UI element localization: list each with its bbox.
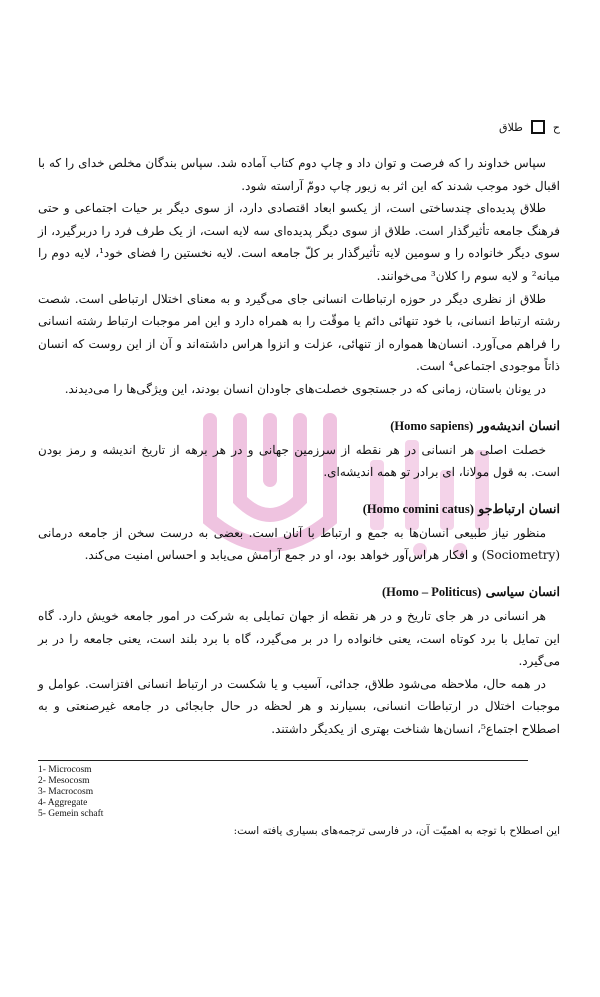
paragraph: در همه حال، ملاحظه می‌شود طلاق، جدائی، آسیب و یا شکست در ارتباط انسانی افتزاست. عوامل و موجبات اختلال در ارتباطات انسانی، بسیارند و هر لحظه در حال جابجائی در جامعه غیرصنعتی و به اصطلاح اجتماع⁵، انسان‌ها شناخت بهتری از یکدیگر داشتند. — [38, 676, 560, 736]
section-heading-latin: (Homo – Politicus) — [381, 584, 482, 599]
running-title: طلاق — [499, 120, 523, 134]
page-number-letter: ح — [552, 120, 560, 134]
footnote-divider — [38, 760, 528, 761]
paragraph: طلاق پدیده‌ای چندساختی است، از یکسو ابعاد اقتصادی دارد، از سوی دیگر بر حیات اجتماعی و حتی فرهنگ جامعه تأثیرگذار است. طلاق از سوی دیگر پدیده‌ای سه لایه است، از یک طرف فرد را دربرگیرد، از سوی دیگر خانواده را و سومین لایه تأثیرگذار بر کلّ جامعه است. لایه نخستین را فضای خود¹، لایه دوم را میانه² و لایه سوم را کلان³ می‌خوانند. — [38, 201, 560, 283]
paragraph: منظور نیاز طبیعی انسان‌ها به جمع و ارتباط با آنان است. بعضی به درست سخن از جامعه درمانی (Sociometry) و افکار هراس‌آور خواهد بود، او در جمع آرامش می‌یابد و احساس امنیت می‌کند. — [38, 525, 560, 563]
paragraph: هر انسانی در هر جای تاریخ و در هر نقطه از جهان تمایلی به شرکت در امور جامعه خویش دارد. گاه این تمایل با برد کوتاه است، یعنی خانواده را در بر می‌گیرد، گاه با برد بلند است، یعنی جامعه را در بر می‌گیرد. — [38, 608, 560, 669]
section-heading-text: انسان ارتباط‌جو — [478, 500, 560, 516]
footnote-item: 4- Aggregate — [38, 798, 88, 808]
footnote-item: 5- Gemein schaft — [38, 809, 104, 819]
section-heading — [38, 498, 560, 520]
section-heading-latin: (Homo sapiens) — [390, 418, 474, 433]
square-bullet-icon — [531, 120, 545, 134]
section-heading-text: انسان اندیشه‌ور — [477, 417, 560, 433]
footnote-item: 2- Mesocosm — [38, 776, 90, 786]
paragraph: در یونان باستان، زمانی که در جستجوی خصلت‌های جاودان انسان بودند، این ویژگی‌ها را می‌دیدند. — [64, 381, 546, 396]
section-heading-text: انسان سیاسی — [485, 583, 560, 599]
paragraph: سپاس خداوند را که فرصت و توان داد و چاپ دوم کتاب آماده شد. سپاس بندگان مخلص خدای را که با اقبال خود موجب شدند که این اثر به زیور چاپ دومّ آراسته شود. — [38, 156, 560, 193]
document-body — [38, 152, 560, 740]
paragraph: خصلت اصلی هر انسانی در هر نقطه از سرزمین جهانی و در هر برهه از تاریخ اندیشه و رمز بودن است. به قول مولانا، ای برادر تو همه اندیشه‌ای. — [38, 442, 560, 480]
footnotes-list — [38, 765, 338, 820]
page-header — [40, 115, 560, 139]
paragraph: طلاق از نظری دیگر در حوزه ارتباطات انسانی جای می‌گیرد و به معنای اختلال ارتباطی است. شصت رشته ارتباط انسانی، با خود تنهائی دائم یا موقّت را به همراه دارد و این امر موجبات ارتباط رشته انسانی را فراهم می‌آورد. انسان‌ها همواره از تنهائی، عزلت و انزوا هراس داشته‌اند و آن از این روست که انسان ذاتاً موجودی اجتماعی⁴ است. — [38, 291, 560, 374]
footnote-note: این اصطلاح با توجه به اهمیّت آن، در فارسی ترجمه‌های بسیاری یافته است: — [233, 825, 560, 837]
section-heading — [38, 415, 560, 437]
section-heading — [38, 581, 560, 603]
footnote-item: 3- Macrocosm — [38, 787, 94, 797]
section-heading-latin: (Homo comini catus) — [362, 501, 474, 516]
footnote-item: 1- Microcosm — [38, 765, 92, 775]
